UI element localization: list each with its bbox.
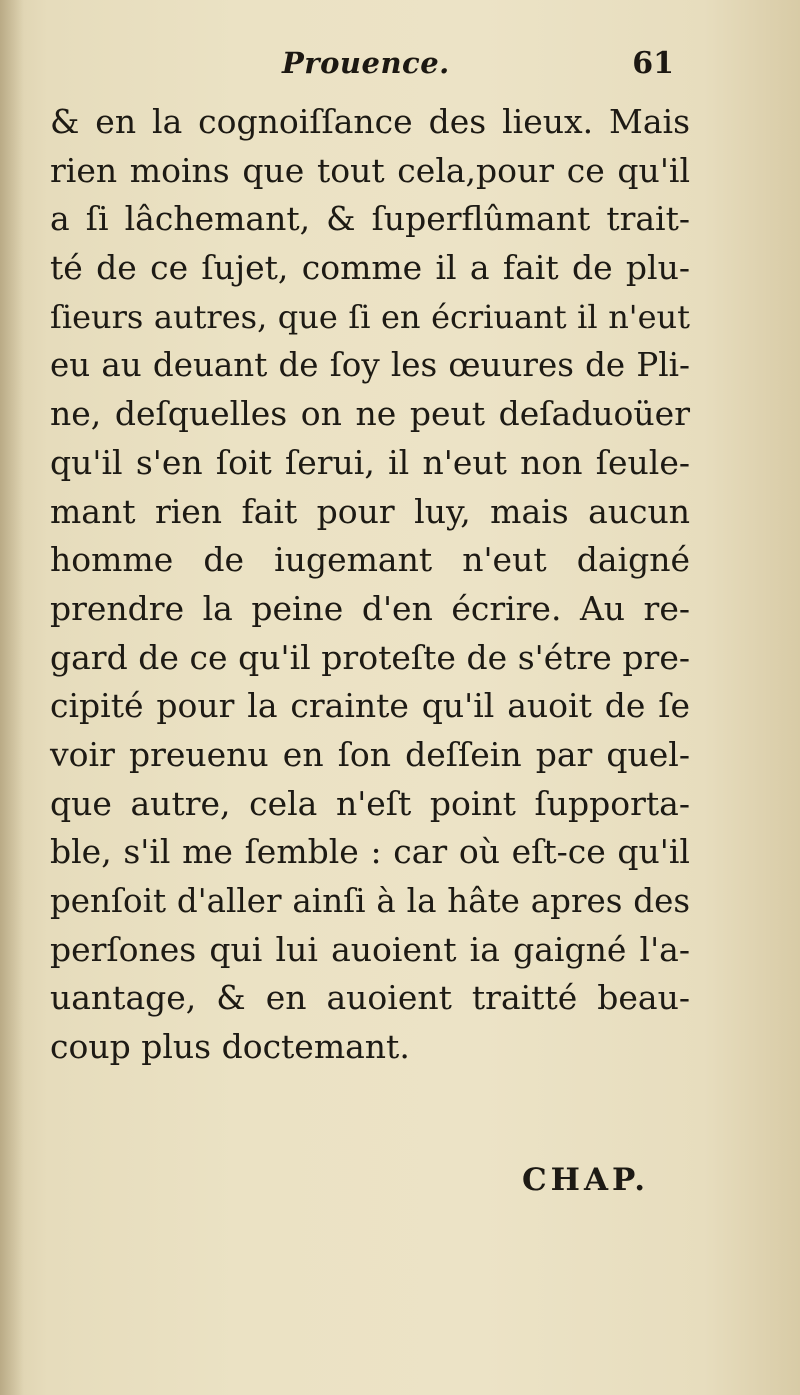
text-line: homme de iugemant n'eut daigné	[50, 540, 690, 580]
text-line: rien moins que tout cela,pour ce qu'il	[50, 150, 690, 190]
page-number: 61	[632, 46, 674, 81]
text-line: qu'il s'en ſoit ſerui, il n'eut non ſeule-	[50, 442, 690, 482]
text-line: perſones qui lui auoient ia gaigné l'a-	[50, 929, 690, 969]
text-line: mant rien fait pour luy, mais aucun	[50, 491, 690, 531]
text-line: penſoit d'aller ainſi à la hâte apres des	[50, 882, 690, 920]
catchword: CHAP.	[522, 1162, 649, 1198]
running-head: Prouence.	[282, 46, 450, 80]
text-line: té de ce ſujet, comme il a fait de plu-	[50, 248, 690, 288]
text-line: que autre, cela n'eſt point ſupporta-	[50, 783, 690, 823]
text-line: prendre la peine d'en écrire. Au re-	[50, 588, 690, 628]
text-line: ſieurs autres, que ſi en écriuant il n'eut	[50, 297, 690, 336]
text-line: eu au deuant de ſoy les œuures de Pli-	[50, 346, 690, 385]
page-header	[260, 42, 680, 92]
text-line: uantage, & en auoient traitté beau-	[50, 978, 690, 1018]
text-line: ne, deſquelles on ne peut deſaduoüer	[50, 394, 690, 434]
text-line: voir preuenu en ſon deſſein par quel-	[50, 734, 690, 774]
text-line: ble, s'il me ſemble : car où eſt-ce qu'il	[50, 832, 690, 872]
text-line: gard de ce qu'il proteſte de s'étre pre-	[50, 637, 690, 677]
text-line: coup plus doctemant.	[50, 1027, 410, 1067]
text-line: a ſi lâchemant, & ſuperflûmant trait-	[50, 199, 690, 239]
body-text	[50, 98, 690, 1072]
text-line: & en la cognoiſſance des lieux. Mais	[50, 102, 690, 141]
gutter-shadow	[0, 0, 24, 1395]
text-line: cipité pour la crainte qu'il auoit de ſe	[50, 686, 690, 726]
